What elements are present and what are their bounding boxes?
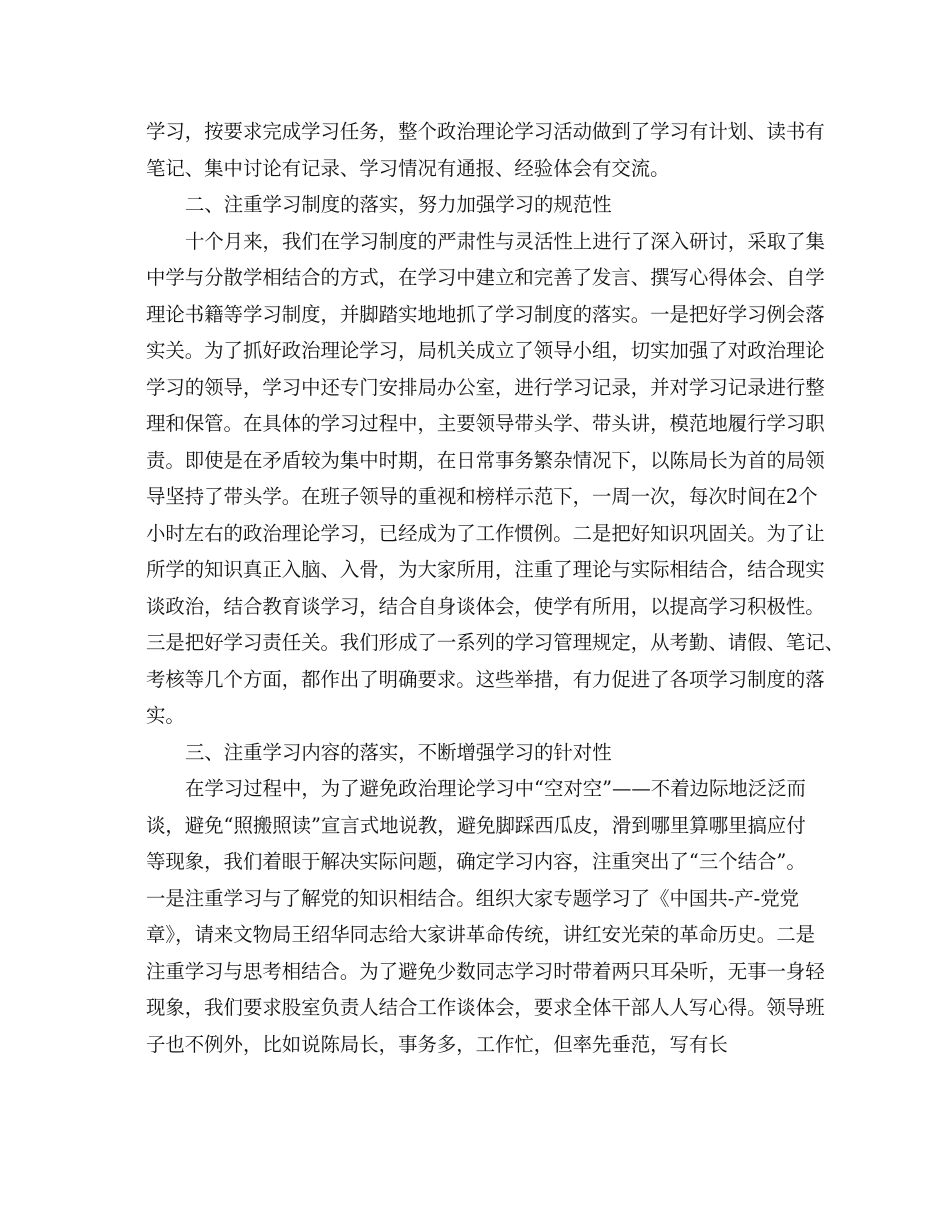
text-line: 理论书籍等学习制度，并脚踏实地地抓了学习制度的落实。一是把好学习例会落 bbox=[146, 302, 825, 326]
text-line: 章》，请来文物局王绍华同志给大家讲革命传统，讲红安光荣的革命历史。二是 bbox=[146, 923, 815, 946]
text-line: 中学与分散学相结合的方式，在学习中建立和完善了发言、撰写心得体会、自学 bbox=[146, 266, 825, 289]
text-line: 理和保管。在具体的学习过程中，主要领导带头学、带头讲，模范地履行学习职 bbox=[146, 412, 825, 435]
text-line: 导坚持了带头学。在班子领导的重视和榜样示范下，一周一次，每次时间在2个 bbox=[146, 485, 818, 508]
text-line: 学习的领导，学习中还专门安排局办公室，进行学习记录，并对学习记录进行整 bbox=[146, 375, 825, 399]
text-line: 笔记、集中讨论有记录、学习情况有通报、经验体会有交流。 bbox=[146, 156, 670, 180]
text-line: 小时左右的政治理论学习，已经成为了工作惯例。二是把好知识巩固关。为了让 bbox=[146, 521, 825, 545]
text-line: 谈政治，结合教育谈学习，结合自身谈体会，使学有所用，以提高学习积极性。 bbox=[146, 594, 825, 618]
text-line: 考核等几个方面，都作出了明确要求。这些举措，有力促进了各项学习制度的落 bbox=[146, 667, 825, 691]
text-line: 十个月来，我们在学习制度的严肃性与灵活性上进行了深入研讨，采取了集 bbox=[185, 229, 825, 253]
section-heading: 三、注重学习内容的落实，不断增强学习的针对性 bbox=[185, 740, 612, 764]
text-line: 一是注重学习与了解党的知识相结合。组织大家专题学习了《中国共-产-党党 bbox=[146, 886, 799, 910]
text-line: 谈，避免“照搬照读”宣言式地说教，避免脚踩西瓜皮，滑到哪里算哪里搞应付 bbox=[146, 813, 806, 837]
text-line: 三是把好学习责任关。我们形成了一系列的学习管理规定，从考勤、请假、笔记、 bbox=[146, 631, 845, 654]
text-line: 等现象，我们着眼于解决实际问题，确定学习内容，注重突出了“三个结合”。 bbox=[146, 850, 806, 873]
text-line: 现象，我们要求股室负责人结合工作谈体会，要求全体干部人人写心得。领导班 bbox=[146, 996, 825, 1019]
text-line: 子也不例外，比如说陈局长，事务多，工作忙，但率先垂范，写有长 bbox=[146, 1032, 728, 1056]
text-line: 在学习过程中，为了避免政治理论学习中“空对空”——不着边际地泛泛而 bbox=[185, 777, 806, 800]
text-line: 实。 bbox=[146, 704, 185, 727]
text-line: 学习，按要求完成学习任务，整个政治理论学习活动做到了学习有计划、读书有 bbox=[146, 120, 825, 143]
section-heading: 二、注重学习制度的落实，努力加强学习的规范性 bbox=[185, 193, 612, 216]
document-body bbox=[146, 114, 845, 1063]
text-line: 注重学习与思考相结合。为了避免少数同志学习时带着两只耳朵听，无事一身轻 bbox=[146, 959, 825, 983]
text-line: 所学的知识真正入脑、入骨，为大家所用，注重了理论与实际相结合，结合现实 bbox=[146, 558, 825, 581]
text-line: 实关。为了抓好政治理论学习，局机关成立了领导小组，切实加强了对政治理论 bbox=[146, 339, 825, 362]
text-line: 责。即使是在矛盾较为集中时期，在日常事务繁杂情况下，以陈局长为首的局领 bbox=[146, 448, 825, 472]
